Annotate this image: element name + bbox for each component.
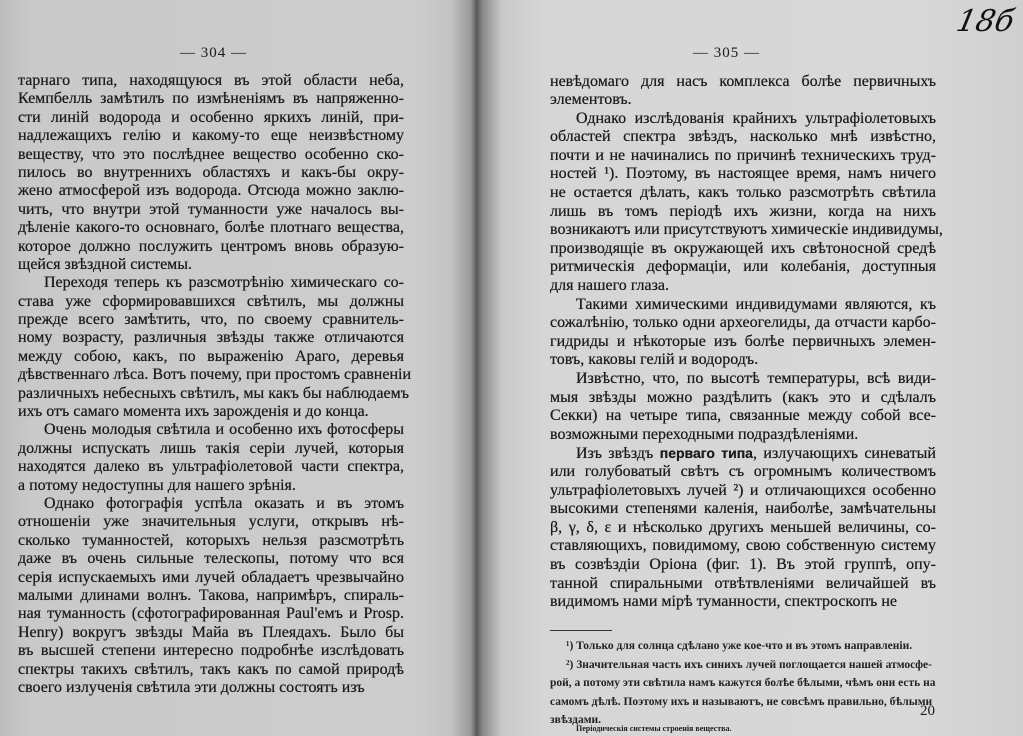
text-line: для нашего глаза. bbox=[550, 277, 669, 295]
text-line bbox=[550, 444, 936, 463]
text-line: щейся звѣздной системы. bbox=[18, 255, 193, 273]
text-line: въ высшей степени интересно подробнѣе изслѣдовать bbox=[18, 642, 404, 660]
text-line: различныхъ небесныхъ свѣтилъ, мы какъ бы наблюдаемъ bbox=[18, 384, 410, 402]
text-line: сожалѣнію, только одни археогелиды, да отчасти карбо- bbox=[550, 314, 936, 332]
text-line: тарнаго типа, находящуюся въ этой области неба, bbox=[18, 72, 404, 89]
text-line: ритмическія деформаціи, или колебанія, доступныя bbox=[550, 258, 936, 276]
text-segment: , излучающихъ синеватый bbox=[752, 445, 936, 463]
text-line: невѣдомаго для насъ комплекса болѣе первичныхъ bbox=[550, 72, 936, 90]
text-line: веществу, что это послѣднее вещество особенно ско- bbox=[18, 145, 404, 163]
text-line: должны испускать лишь такія серіи лучей, которыя bbox=[18, 439, 404, 457]
text-line: ная туманность (сфотографированная Paul'емъ и Prosp. bbox=[18, 605, 404, 623]
text-line: отношеніи уже значительныя услуги, открывъ нѣ- bbox=[18, 513, 404, 531]
paragraph bbox=[550, 109, 943, 296]
text-line: которое должно послужить центромъ вновь образую- bbox=[18, 237, 404, 255]
left-page bbox=[0, 0, 470, 736]
paragraph bbox=[550, 639, 932, 658]
page-text bbox=[550, 72, 943, 612]
text-line: видимомъ нами мірѣ туманности, спектроскопъ не bbox=[550, 593, 897, 611]
paragraph bbox=[550, 370, 936, 444]
paragraph bbox=[18, 421, 404, 495]
text-line: Очень молодыя свѣтила и особенно ихъ фотосферы bbox=[44, 421, 404, 439]
text-line: рой, а потому эти свѣтила намъ кажутся болѣе бѣлыми, чѣмъ они есть на bbox=[550, 677, 936, 690]
text-line: элементовъ. bbox=[550, 91, 632, 109]
text-line: звѣздами. bbox=[550, 714, 602, 727]
text-line: своего излученія свѣтила эти должны состоять изъ bbox=[18, 678, 365, 696]
text-line: жено атмосферой изъ водорода. Отсюда можно заклю- bbox=[18, 182, 404, 200]
page-number: — 305 — bbox=[693, 45, 760, 61]
footnote-divider bbox=[550, 630, 612, 631]
text-line: товъ, каковы гелій и водородъ. bbox=[550, 351, 759, 369]
text-line: областей спектра звѣздъ, насколько мнѣ извѣстно, bbox=[550, 128, 936, 146]
text-line: малыми длинами волнъ. Такова, напримѣръ, спираль- bbox=[18, 586, 404, 604]
text-line: почти и не начинались по причинѣ техническихъ труд- bbox=[550, 146, 936, 164]
text-line: не остается дѣлать, какъ только разсмотрѣть свѣтила bbox=[550, 184, 936, 202]
text-line: между собою, какъ, по выраженію Араго, деревья bbox=[18, 347, 404, 365]
page-text bbox=[18, 72, 412, 697]
text-line: самомъ дѣлѣ. Поэтому ихъ и называютъ, не совсѣмъ правильно, бѣлыми bbox=[550, 695, 933, 708]
text-line: прежде всего замѣтить, что, по своему сравнитель- bbox=[18, 311, 404, 329]
text-line: Извѣстно, что, по высотѣ температуры, всѣ види- bbox=[576, 370, 936, 387]
text-line: Кемпбелль замѣтилъ по измѣненіямъ въ напряженно- bbox=[18, 90, 404, 108]
text-line: Однако фотографія успѣла оказать и въ этомъ bbox=[44, 494, 404, 512]
paragraph bbox=[550, 296, 936, 370]
text-line: возникаютъ или присутствуютъ химическіе индивидумы, bbox=[550, 221, 943, 239]
text-line: пилось во внутреннихъ областяхъ и какъ-бы окру- bbox=[18, 163, 404, 181]
text-line: Henry) вокругъ звѣзды Майа въ Плеядахъ. Было бы bbox=[18, 623, 404, 641]
text-line: спектры такихъ свѣтилъ, такъ какъ по самой природѣ bbox=[18, 660, 404, 678]
paragraph bbox=[18, 274, 412, 421]
paragraph bbox=[550, 444, 936, 611]
text-line: ному возрасту, различныя звѣзды также отличаются bbox=[18, 329, 404, 347]
paragraph bbox=[550, 658, 936, 732]
text-line: въ созвѣздіи Оріона (фиг. 1). Въ этой группѣ, опу- bbox=[550, 555, 936, 573]
text-line: Однако изслѣдованія крайнихъ ультрафіолетовыхъ bbox=[576, 109, 936, 127]
text-line: сти линій водорода и особенно яркихъ линій, при- bbox=[18, 108, 404, 126]
text-line: ультрафіолетовыхъ лучей ²) и отличающихся особенно bbox=[550, 481, 936, 499]
text-line: Такими химическими индивидумами являются, къ bbox=[576, 295, 936, 313]
text-line: Секки) на четыре типа, связанные между собой все- bbox=[550, 407, 936, 425]
text-line: даже въ очень сильные телескопы, потому что вся bbox=[18, 550, 404, 568]
sheet-number: 20 bbox=[920, 703, 935, 719]
text-line: сколько туманностей, которыхъ нельзя разсмотрѣть bbox=[18, 531, 404, 549]
text-segment: Изъ звѣздъ bbox=[576, 445, 660, 463]
text-line: лишь въ томъ періодѣ ихъ жизни, когда на нихъ bbox=[550, 202, 936, 220]
text-line: или голубоватый свѣтъ съ огромнымъ количествомъ bbox=[550, 462, 936, 480]
text-line: дѣвственнаго лѣса. Вотъ почему, при простомъ сравненіи bbox=[18, 366, 412, 384]
text-line: ¹) Только для солнца сдѣлано уже кое-что и въ этомъ направленіи. bbox=[566, 640, 913, 652]
paragraph bbox=[550, 73, 936, 110]
text-line: надлежащихъ гелію и какому-то еще неизвѣстному bbox=[18, 127, 404, 145]
text-line: чить, что внутри этой туманности уже началось вы- bbox=[18, 200, 404, 218]
text-line: ностей ¹). Поэтому, въ настоящее время, намъ ничего bbox=[550, 165, 936, 183]
signature-line: Періодическія системы строенія вещества. bbox=[576, 724, 732, 733]
page-number: — 304 — bbox=[180, 45, 247, 61]
text-line: ставляющихъ, повидимому, свою собственную систему bbox=[550, 537, 936, 555]
paragraph bbox=[18, 72, 404, 274]
text-line: высокими степенями каленія, наиболѣе, замѣчательны bbox=[550, 500, 936, 518]
text-line: возможными переходными подраздѣленіями. bbox=[550, 425, 859, 443]
text-line: ²) Значительная часть ихъ синихъ лучей поглощается нашей атмосфе- bbox=[566, 658, 932, 671]
handwritten-mark: 18б bbox=[952, 4, 1017, 39]
text-line: танной спиральными отвѣтвленіями величайшей въ bbox=[550, 574, 936, 592]
footnotes bbox=[550, 639, 936, 732]
text-line: Переходя теперь къ разсмотрѣнію химическаго со- bbox=[44, 274, 404, 292]
text-line: а потому недоступны для нашего зрѣнія. bbox=[18, 476, 296, 494]
text-line: става уже сформировавшихся свѣтилъ, мы должны bbox=[18, 292, 404, 310]
text-line: производящіе въ окружающей ихъ свѣтоносной средѣ bbox=[550, 239, 936, 257]
right-page bbox=[478, 0, 1023, 736]
text-line: ихъ отъ самаго момента ихъ зарожденія и до конца. bbox=[18, 403, 369, 421]
text-line: мыя звѣзды можно раздѣлить (какъ это и сдѣлалъ bbox=[550, 388, 936, 406]
text-line: β, γ, δ, ε и нѣсколько другихъ меньшей величины, со- bbox=[550, 518, 936, 536]
text-line: гидриды и нѣкоторые изъ болѣе первичныхъ элемен- bbox=[550, 332, 936, 350]
bold-term: перваго типа bbox=[659, 445, 753, 462]
text-line: дѣленіе какого-то основнаго, болѣе плотнаго вещества, bbox=[18, 219, 404, 237]
text-line: серія испускаемыхъ ими лучей обладаетъ чрезвычайно bbox=[18, 568, 404, 586]
text-line: находятся далеко въ ультрафіолетовой части спектра, bbox=[18, 458, 404, 476]
paragraph bbox=[18, 495, 404, 697]
